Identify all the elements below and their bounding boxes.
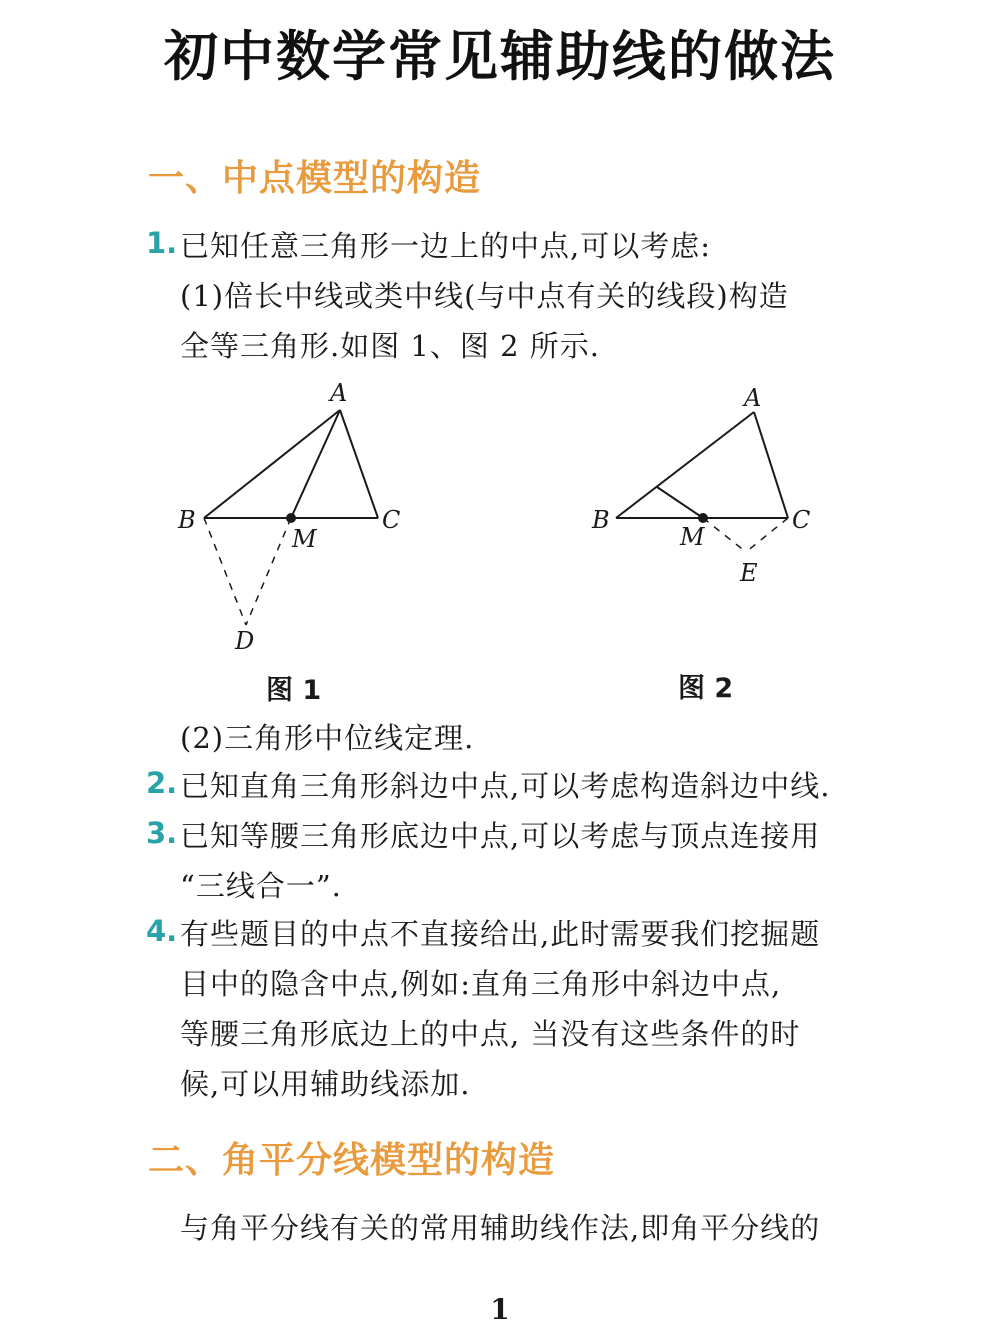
fig2-label-a: A xyxy=(744,384,762,412)
fig2-dashed-me xyxy=(703,518,746,552)
item3-line-2: “三线合一”. xyxy=(180,869,342,903)
fig1-point-m xyxy=(286,513,296,523)
item3-line-1: 已知等腰三角形底边中点,可以考虑与顶点连接用 xyxy=(180,819,821,853)
item-number-4: 4. xyxy=(146,914,178,948)
figure-1-caption: 图 1 xyxy=(266,675,322,706)
item4-line-1: 有些题目的中点不直接给出,此时需要我们挖掘题 xyxy=(180,917,821,951)
fig1-dashed-md xyxy=(246,518,291,625)
item1-line-3: 全等三角形.如图 1、图 2 所示. xyxy=(180,329,600,363)
fig2-edge-ac xyxy=(754,412,788,518)
fig2-segment-m xyxy=(657,487,703,518)
section-heading-angle-bisector: 二、角平分线模型的构造 xyxy=(148,1140,556,1181)
fig2-label-b: B xyxy=(592,506,610,534)
item2-line-1: 已知直角三角形斜边中点,可以考虑构造斜边中线. xyxy=(180,769,831,803)
item1-line-2: (1)倍长中线或类中线(与中点有关的线段)构造 xyxy=(180,279,789,313)
fig1-label-c: C xyxy=(382,506,401,534)
fig2-label-e: E xyxy=(740,559,758,587)
section-heading-midpoint: 一、中点模型的构造 xyxy=(148,158,482,199)
item-number-3: 3. xyxy=(146,816,178,850)
fig2-label-c: C xyxy=(792,506,811,534)
fig1-label-m: M xyxy=(292,525,317,553)
fig2-point-m xyxy=(698,513,708,523)
fig1-label-a: A xyxy=(330,379,348,407)
fig1-dashed-bd xyxy=(204,518,246,625)
section2-line-1: 与角平分线有关的常用辅助线作法,即角平分线的 xyxy=(180,1211,821,1245)
item-number-1: 1. xyxy=(146,226,178,260)
fig2-dashed-ce xyxy=(746,518,788,552)
fig1-edge-ac xyxy=(340,410,378,518)
fig1-median-am xyxy=(291,410,340,518)
figure-2-caption: 图 2 xyxy=(678,673,734,704)
item1-line-1: 已知任意三角形一边上的中点,可以考虑: xyxy=(180,229,711,263)
fig2-edge-ba xyxy=(616,412,754,518)
fig1-label-d: D xyxy=(235,627,255,655)
item4-line-2: 目中的隐含中点,例如:直角三角形中斜边中点, xyxy=(180,967,782,1001)
figure-2-diagram xyxy=(580,380,840,600)
item-number-2: 2. xyxy=(146,766,178,800)
item4-line-4: 候,可以用辅助线添加. xyxy=(180,1067,471,1101)
fig2-label-m: M xyxy=(680,523,705,551)
figure-1-diagram xyxy=(170,375,430,665)
fig1-edge-ba xyxy=(204,410,340,518)
fig1-label-b: B xyxy=(178,506,196,534)
page-number: 1 xyxy=(490,1293,510,1326)
page-title: 初中数学常见辅助线的做法 xyxy=(164,25,836,88)
item1-sub-2: (2)三角形中位线定理. xyxy=(180,721,475,755)
item4-line-3: 等腰三角形底边上的中点, 当没有这些条件的时 xyxy=(180,1017,801,1051)
